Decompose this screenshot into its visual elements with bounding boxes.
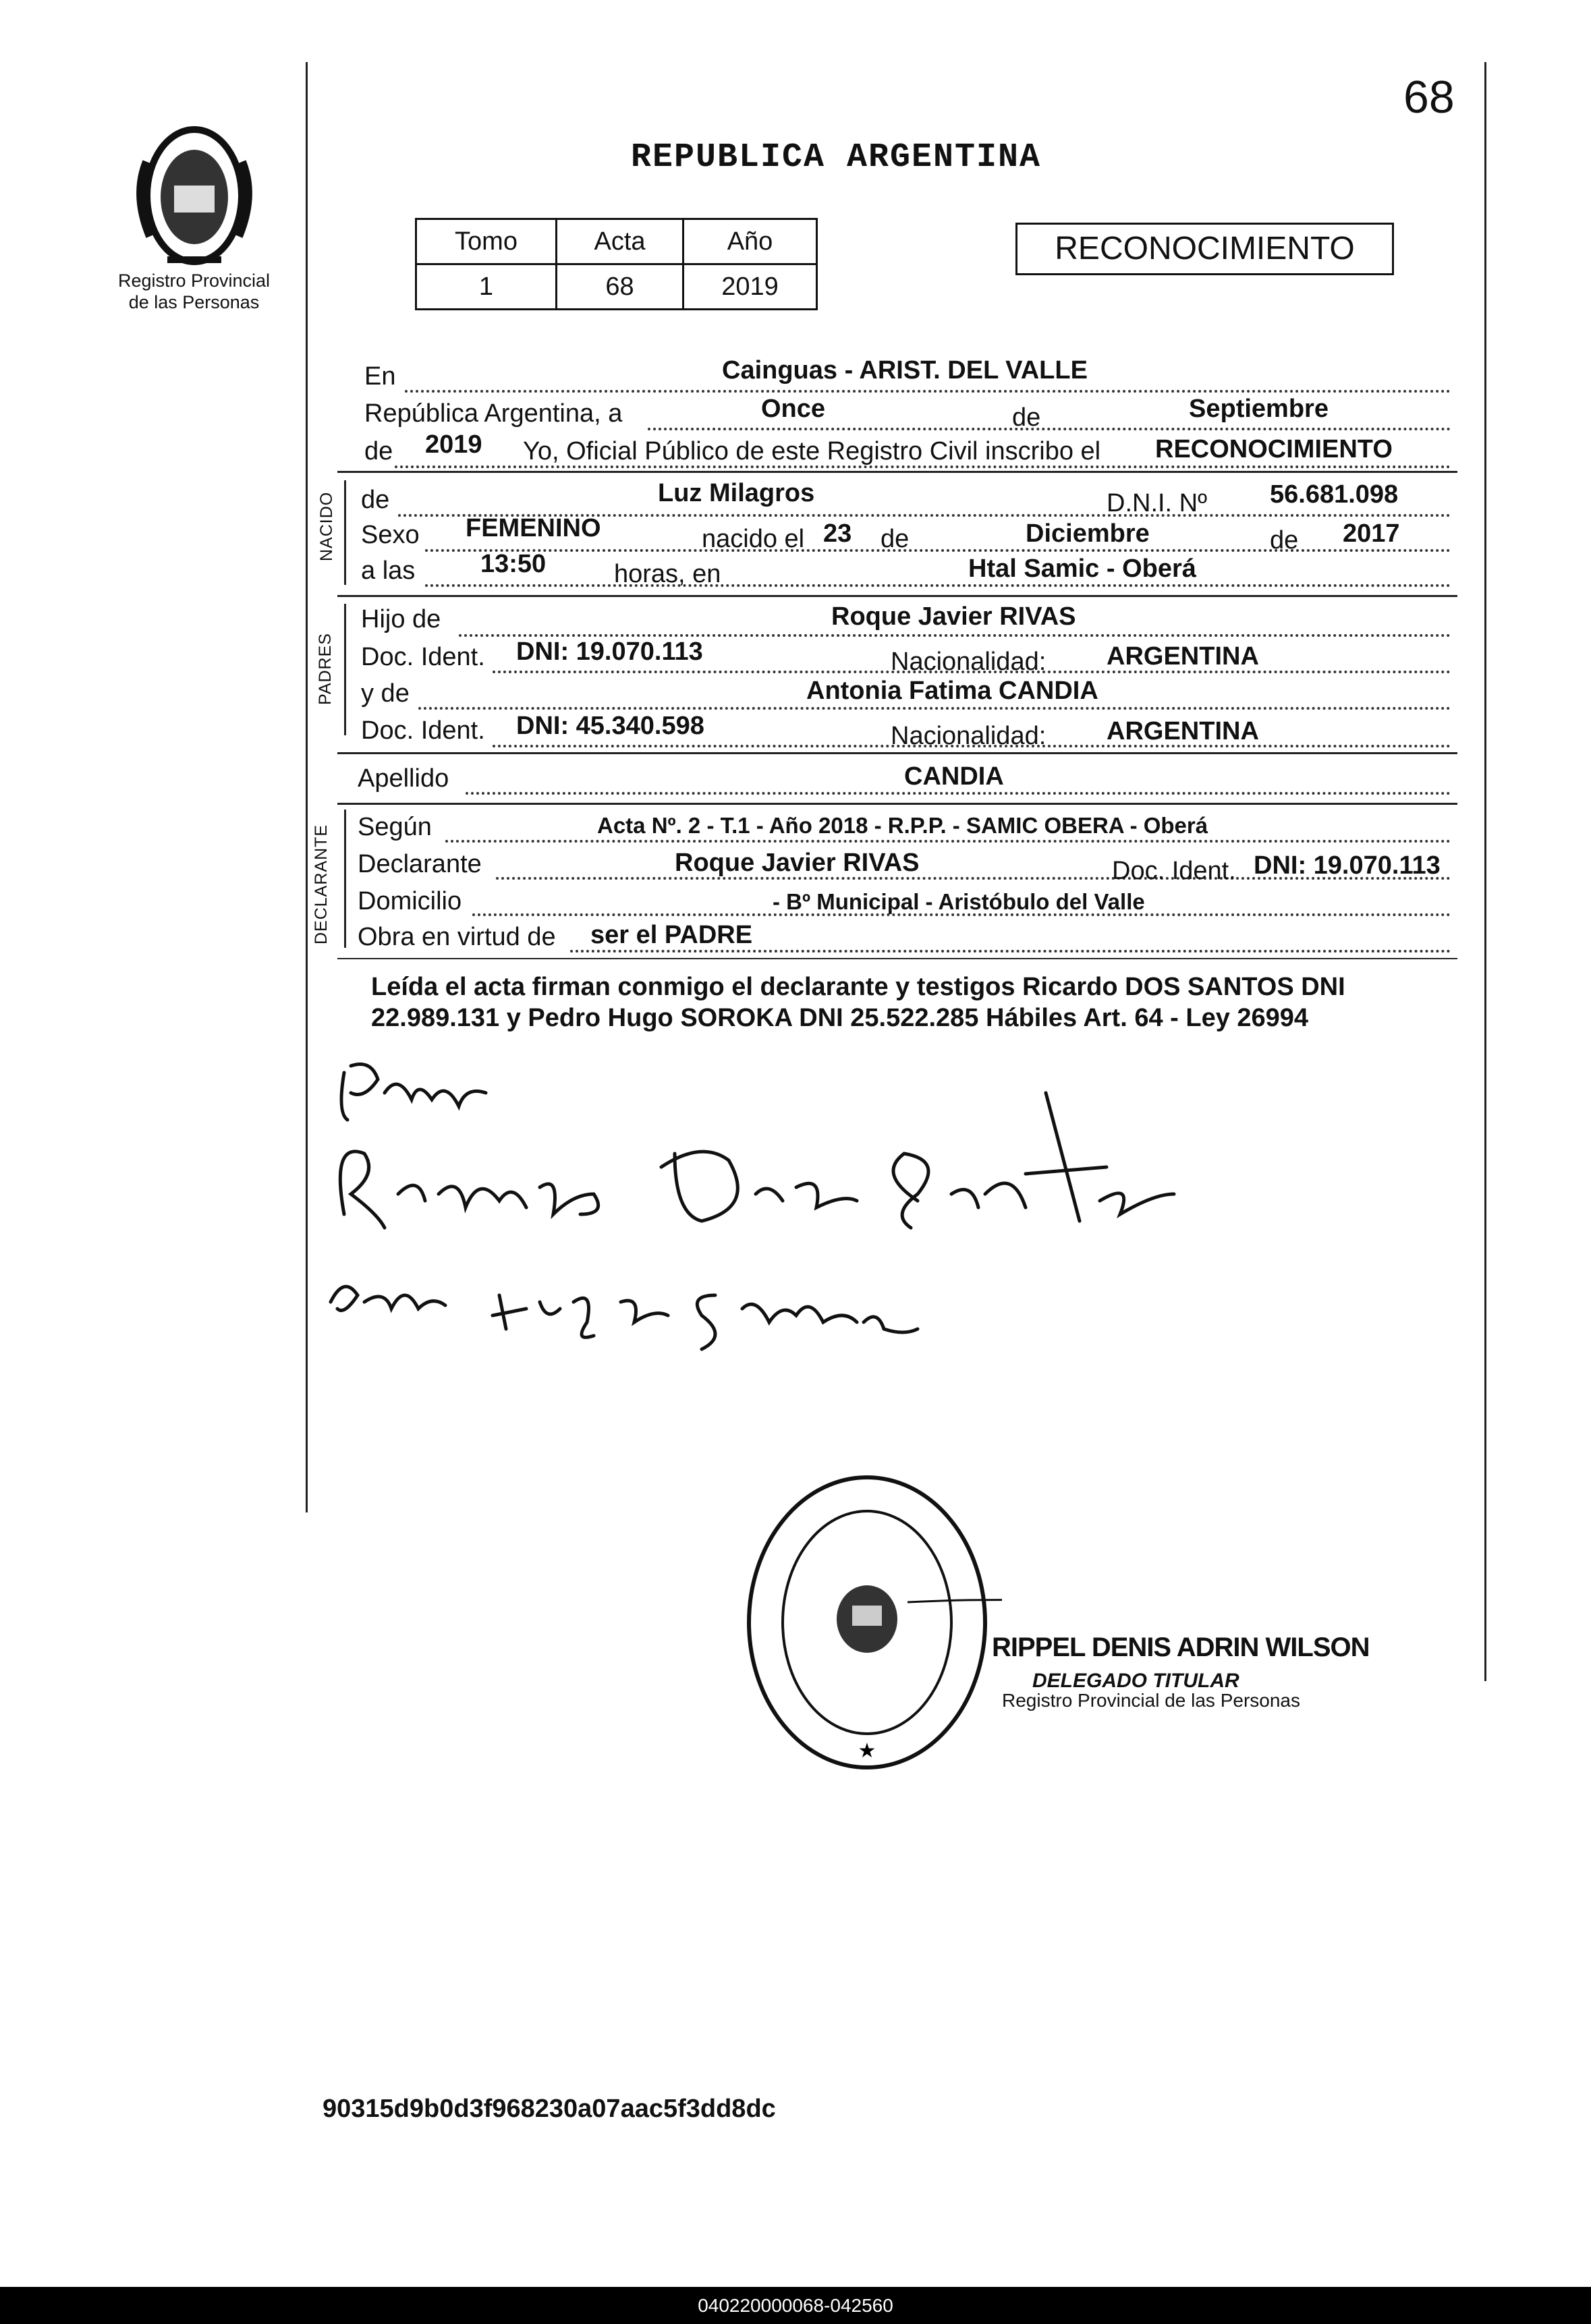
surname-label: Apellido bbox=[358, 764, 449, 793]
place-label: En bbox=[364, 362, 396, 391]
record-table bbox=[415, 218, 818, 310]
registry-label bbox=[88, 270, 300, 313]
declarant-name: Roque Javier RIVAS bbox=[675, 849, 920, 877]
sex-value: FEMENINO bbox=[466, 514, 601, 542]
header-ano: Año bbox=[683, 219, 817, 264]
province-seal-icon bbox=[120, 121, 269, 277]
date-day: Once bbox=[761, 395, 826, 423]
nationality-label-2: Nacionalidad: bbox=[891, 722, 1046, 750]
time-label: a las bbox=[361, 557, 416, 585]
domicile-label: Domicilio bbox=[358, 887, 462, 915]
domicile-value: - Bº Municipal - Aristóbulo del Valle bbox=[773, 889, 1145, 914]
father-nationality: ARGENTINA bbox=[1107, 642, 1259, 671]
born-day: 23 bbox=[823, 519, 852, 548]
registrar-text: Yo, Oficial Público de este Registro Civil inscribo el bbox=[523, 437, 1101, 465]
padres-label: PADRES bbox=[316, 633, 335, 705]
virtue-label: Obra en virtud de bbox=[358, 923, 556, 951]
country-label: República Argentina, a bbox=[364, 399, 623, 428]
section-rule bbox=[337, 752, 1457, 754]
section-rule bbox=[337, 958, 1457, 959]
father-name: Roque Javier RIVAS bbox=[831, 602, 1076, 631]
registry-label-line2: de las Personas bbox=[128, 292, 260, 312]
official-name: RIPPEL DENIS ADRIN WILSON bbox=[992, 1633, 1370, 1662]
date-month: Septiembre bbox=[1189, 395, 1329, 423]
born-month: Diciembre bbox=[1026, 519, 1150, 548]
mother-label: y de bbox=[361, 679, 410, 708]
birth-place: Htal Samic - Oberá bbox=[968, 555, 1196, 583]
dotted-line bbox=[466, 792, 1451, 795]
mother-name: Antonia Fatima CANDIA bbox=[806, 677, 1098, 705]
document-title: REPUBLICA ARGENTINA bbox=[630, 138, 1042, 177]
section-bar bbox=[344, 810, 346, 948]
value-ano: 2019 bbox=[683, 264, 817, 310]
dotted-line bbox=[570, 950, 1451, 953]
de-label-3: de bbox=[881, 525, 910, 553]
year-value: 2019 bbox=[425, 430, 482, 459]
de-label-4: de bbox=[1270, 526, 1299, 555]
legal-text: Leída el acta firman conmigo el declarante y testigos Ricardo DOS SANTOS DNI 22.989.131 y Pedro Hugo SOROKA DNI 25.522.285 Hábiles Art. 64 - Ley 26994 bbox=[371, 973, 1345, 1032]
document-type-box: RECONOCIMIENTO bbox=[1015, 223, 1394, 275]
sex-label: Sexo bbox=[361, 521, 420, 549]
registry-label-line1: Registro Provincial bbox=[117, 271, 271, 291]
place-value: Cainguas - ARIST. DEL VALLE bbox=[722, 356, 1088, 385]
official-stamp-icon bbox=[732, 1467, 1002, 1771]
name-label: de bbox=[361, 486, 390, 514]
virtue-value: ser el PADRE bbox=[590, 921, 753, 949]
nacido-label: NACIDO bbox=[317, 491, 336, 561]
birth-time: 13:50 bbox=[480, 550, 547, 578]
right-margin-line bbox=[1484, 62, 1486, 1681]
dotted-line bbox=[418, 707, 1451, 710]
section-rule bbox=[337, 803, 1457, 805]
father-doc: DNI: 19.070.113 bbox=[516, 637, 703, 666]
section-rule bbox=[337, 471, 1457, 473]
svg-text:★: ★ bbox=[858, 1739, 876, 1763]
child-name: Luz Milagros bbox=[658, 479, 815, 507]
left-margin-line bbox=[306, 62, 308, 1512]
nationality-label: Nacionalidad: bbox=[891, 648, 1046, 676]
section-bar bbox=[344, 604, 346, 735]
born-year: 2017 bbox=[1343, 519, 1400, 548]
page-number: 68 bbox=[1403, 72, 1455, 123]
section-rule bbox=[337, 595, 1457, 597]
footer-code: 040220000068-042560 bbox=[0, 2287, 1591, 2324]
hours-label: horas, en bbox=[614, 560, 721, 588]
declarant-label: Declarante bbox=[358, 850, 482, 878]
born-label: nacido el bbox=[702, 525, 805, 553]
declarante-label: DECLARANTE bbox=[312, 824, 331, 944]
dni-label: D.N.I. Nº bbox=[1107, 489, 1207, 517]
dotted-line bbox=[405, 390, 1451, 393]
declarant-doc: DNI: 19.070.113 bbox=[1254, 851, 1441, 880]
declarant-doc-label: Doc. Ident. bbox=[1112, 857, 1236, 885]
value-tomo: 1 bbox=[416, 264, 557, 310]
de-label: de bbox=[1012, 403, 1041, 432]
official-registry: Registro Provincial de las Personas bbox=[1002, 1690, 1300, 1711]
header-acta: Acta bbox=[557, 219, 683, 264]
value-acta: 68 bbox=[557, 264, 683, 310]
surname-value: CANDIA bbox=[904, 762, 1004, 791]
act-value: RECONOCIMIENTO bbox=[1155, 435, 1393, 463]
dotted-line bbox=[459, 634, 1451, 637]
official-role: DELEGADO TITULAR bbox=[1032, 1670, 1239, 1692]
father-label: Hijo de bbox=[361, 605, 441, 633]
mother-doc: DNI: 45.340.598 bbox=[516, 712, 704, 740]
dotted-line bbox=[648, 428, 1451, 430]
witness-signatures bbox=[324, 1039, 1268, 1363]
header-tomo: Tomo bbox=[416, 219, 557, 264]
segun-value: Acta Nº. 2 - T.1 - Año 2018 - R.P.P. - SAMIC OBERA - Oberá bbox=[597, 813, 1208, 838]
mother-nationality: ARGENTINA bbox=[1107, 717, 1259, 745]
doc-label-2: Doc. Ident. bbox=[361, 716, 485, 745]
child-dni: 56.681.098 bbox=[1270, 480, 1399, 509]
dotted-line bbox=[425, 584, 1451, 587]
segun-label: Según bbox=[358, 813, 432, 841]
dotted-line bbox=[445, 840, 1451, 843]
de-label-2: de bbox=[364, 437, 393, 465]
section-bar bbox=[344, 480, 346, 585]
doc-label: Doc. Ident. bbox=[361, 643, 485, 671]
document-hash: 90315d9b0d3f968230a07aac5f3dd8dc bbox=[323, 2095, 776, 2123]
